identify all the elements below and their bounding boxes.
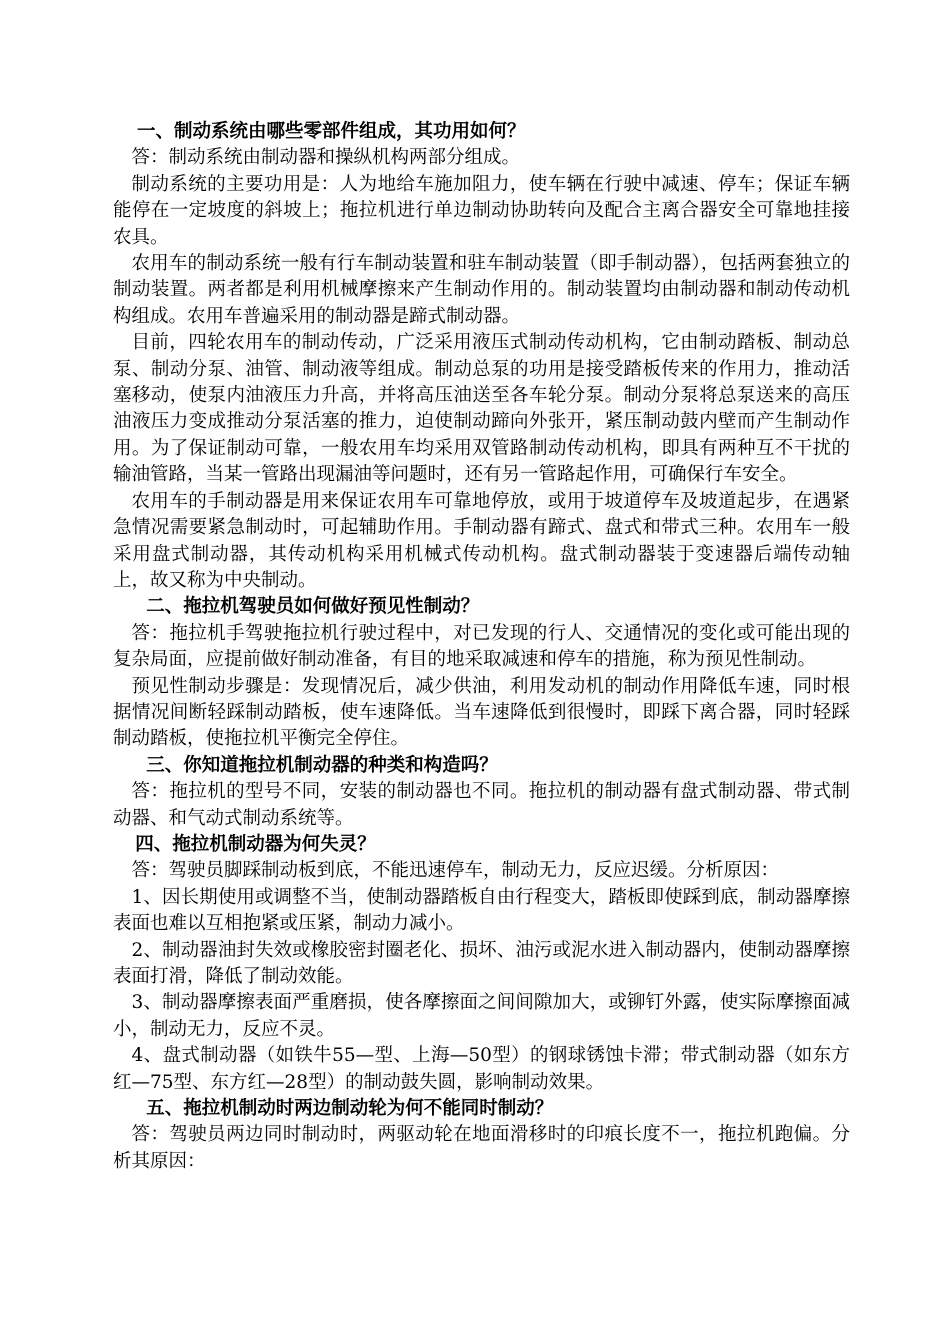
section-heading-5: 五、拖拉机制动时两边制动轮为何不能同时制动？ xyxy=(146,1098,554,1120)
section-heading-2: 二、拖拉机驾驶员如何做好预见性制动？ xyxy=(146,596,480,618)
body-paragraph: 答：制动系统由制动器和操纵机构两部分组成。 xyxy=(131,147,521,169)
list-item: 2、制动器油封失效或橡胶密封圈老化、损坏、油污或泥水进入制动器内，使制动器摩擦表面打滑，降低了制动效能。 xyxy=(113,939,850,987)
document-page xyxy=(113,119,850,1175)
section-heading-3: 三、你知道拖拉机制动器的种类和构造吗？ xyxy=(146,754,498,776)
body-paragraph: 答：驾驶员脚踩制动板到底，不能迅速停车，制动无力，反应迟缓。分析原因： xyxy=(131,860,780,882)
body-paragraph: 目前，四轮农用车的制动传动，广泛采用液压式制动传动机构，它由制动踏板、制动总泵、制动分泵、油管、制动液等组成。制动总泵的功用是接受踏板传来的作用力，推动活塞移动，使泵内油液压力升高，并将高压油送至各车轮分泵。制动分泵将总泵送来的高压油液压力变成推动分泵活塞的推力，迫使制动蹄向外张开，紧压制动鼓内壁而产生制动作用。为了保证制动可靠，一般农用车均采用双管路制动传动机构，即具有两种互不干扰的输油管路，当某一管路出现漏油等问题时，还有另一管路起作用，可确保行车安全。 xyxy=(113,332,850,486)
section-heading-1: 一、制动系统由哪些零部件组成，其功用如何？ xyxy=(137,121,526,142)
list-item: 4、盘式制动器（如铁牛55—型、上海—50型）的钢球锈蚀卡滞；带式制动器（如东方红—75型、东方红—28型）的制动鼓失圆，影响制动效果。 xyxy=(113,1045,850,1093)
body-paragraph: 答：拖拉机的型号不同，安装的制动器也不同。拖拉机的制动器有盘式制动器、带式制动器、和气动式制动系统等。 xyxy=(113,781,850,829)
list-item: 3、制动器摩擦表面严重磨损，使各摩擦面之间间隙加大，或铆钉外露，使实际摩擦面减小，制动无力，反应不灵。 xyxy=(113,992,850,1040)
body-paragraph: 答：拖拉机手驾驶拖拉机行驶过程中，对已发现的行人、交通情况的变化或可能出现的复杂局面，应提前做好制动准备，有目的地采取减速和停车的措施，称为预见性制动。 xyxy=(113,622,850,671)
body-paragraph: 农用车的手制动器是用来保证农用车可靠地停放，或用于坡道停车及坡道起步，在遇紧急情况需要紧急制动时，可起辅助作用。手制动器有蹄式、盘式和带式三种。农用车一般采用盘式制动器，其传动机构采用机械式传动机构。盘式制动器装于变速器后端传动轴上，故又称为中央制动。 xyxy=(113,490,850,591)
section-heading-4: 四、拖拉机制动器为何失灵？ xyxy=(135,833,376,855)
body-paragraph: 制动系统的主要功用是：人为地给车施加阻力，使车辆在行驶中减速、停车；保证车辆能停在一定坡度的斜坡上；拖拉机进行单边制动协助转向及配合主离合器安全可靠地挂接农具。 xyxy=(113,173,850,248)
list-item: 1、因长期使用或调整不当，使制动器踏板自由行程变大，踏板即使踩到底，制动器摩擦表面也难以互相抱紧或压紧，制动力减小。 xyxy=(113,886,850,935)
body-paragraph: 农用车的制动系统一般有行车制动装置和驻车制动装置（即手制动器），包括两套独立的制动装置。两者都是利用机械摩擦来产生制动作用的。制动装置均由制动器和制动传动机构组成。农用车普遍采用的制动器是蹄式制动器。 xyxy=(113,253,850,327)
body-paragraph: 答：驾驶员两边同时制动时，两驱动轮在地面滑移时的印痕长度不一，拖拉机跑偏。分析其原因： xyxy=(113,1124,850,1172)
body-paragraph: 预见性制动步骤是：发现情况后，减少供油，利用发动机的制动作用降低车速，同时根据情况间断轻踩制动踏板，使车速降低。当车速降低到很慢时，即踩下离合器，同时轻踩制动踏板，使拖拉机平衡完全停住。 xyxy=(113,675,850,750)
